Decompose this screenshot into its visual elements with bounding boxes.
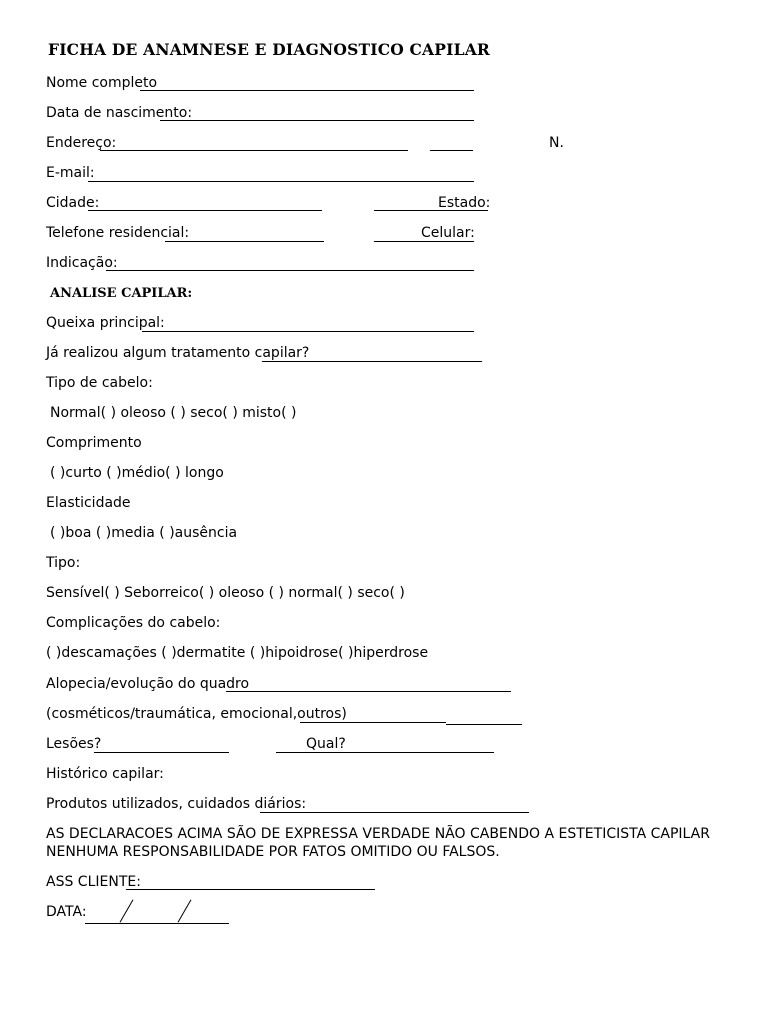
label-alopecia: Alopecia/evolução do quadro (46, 676, 250, 692)
label-data: DATA: (46, 904, 87, 920)
label-endereco: Endereço: (46, 135, 117, 151)
field-ass-cliente[interactable] (126, 889, 375, 890)
label-tratamento: Já realizou algum tratamento capilar? (46, 345, 310, 361)
declaration-text: AS DECLARACOES ACIMA SÃO DE EXPRESSA VERDADE NÃO CABENDO A ESTETICISTA CAPILAR NENHUMA RESPONSABILIDADE POR FATOS OMITIDO OU FALSOS. (46, 826, 710, 860)
label-numero: N. (549, 135, 564, 151)
options-elasticidade[interactable]: ( )boa ( )media ( )ausência (50, 525, 238, 541)
field-produtos[interactable] (260, 812, 529, 813)
label-lesoes: Lesões? (46, 736, 102, 752)
options-comprimento[interactable]: ( )curto ( )médio( ) longo (50, 465, 224, 481)
label-causas: (cosméticos/traumática, emocional,outros) (46, 706, 347, 722)
field-qual[interactable] (276, 752, 494, 753)
label-nascimento: Data de nascimento: (46, 105, 193, 121)
label-estado: Estado: (438, 195, 491, 211)
options-tipo[interactable]: Sensível( ) Seborreico( ) oleoso ( ) normal( ) seco( ) (46, 585, 405, 601)
label-tipo-cabelo: Tipo de cabelo: (46, 375, 153, 391)
date-separator-2 (178, 899, 192, 922)
label-telefone: Telefone residencial: (46, 225, 190, 241)
field-causas[interactable] (300, 722, 446, 723)
label-indicacao: Indicação: (46, 255, 118, 271)
date-separator-1 (120, 899, 134, 922)
field-cidade[interactable] (88, 210, 322, 211)
field-indicacao[interactable] (106, 270, 474, 271)
field-queixa[interactable] (142, 331, 474, 332)
label-comprimento: Comprimento (46, 435, 142, 451)
label-complicacoes: Complicações do cabelo: (46, 615, 221, 631)
label-email: E-mail: (46, 165, 95, 181)
field-email[interactable] (88, 181, 474, 182)
field-lesoes[interactable] (94, 752, 229, 753)
field-nascimento[interactable] (160, 120, 474, 121)
field-celular[interactable] (374, 241, 474, 242)
label-historico: Histórico capilar: (46, 766, 164, 782)
label-produtos: Produtos utilizados, cuidados diários: (46, 796, 307, 812)
label-celular: Celular: (421, 225, 475, 241)
section-analise-capilar: ANALISE CAPILAR: (50, 286, 193, 301)
field-data[interactable] (85, 923, 229, 924)
label-ass-cliente: ASS CLIENTE: (46, 874, 141, 890)
field-endereco[interactable] (100, 150, 408, 151)
label-nome: Nome completo (46, 75, 158, 91)
label-queixa: Queixa principal: (46, 315, 165, 331)
field-endereco-complemento[interactable] (430, 150, 473, 151)
label-cidade: Cidade: (46, 195, 100, 211)
field-tratamento[interactable] (262, 361, 482, 362)
label-tipo: Tipo: (46, 555, 81, 571)
label-qual: Qual? (306, 736, 346, 752)
field-telefone[interactable] (165, 241, 324, 242)
field-nome[interactable] (140, 90, 474, 91)
form-title: FICHA DE ANAMNESE E DIAGNOSTICO CAPILAR (48, 40, 490, 59)
options-tipo-cabelo[interactable]: Normal( ) oleoso ( ) seco( ) misto( ) (50, 405, 297, 421)
label-elasticidade: Elasticidade (46, 495, 131, 511)
field-alopecia[interactable] (226, 691, 511, 692)
field-causas-extra[interactable] (446, 724, 522, 725)
options-complicacoes[interactable]: ( )descamações ( )dermatite ( )hipoidrose( )hiperdrose (46, 645, 429, 661)
